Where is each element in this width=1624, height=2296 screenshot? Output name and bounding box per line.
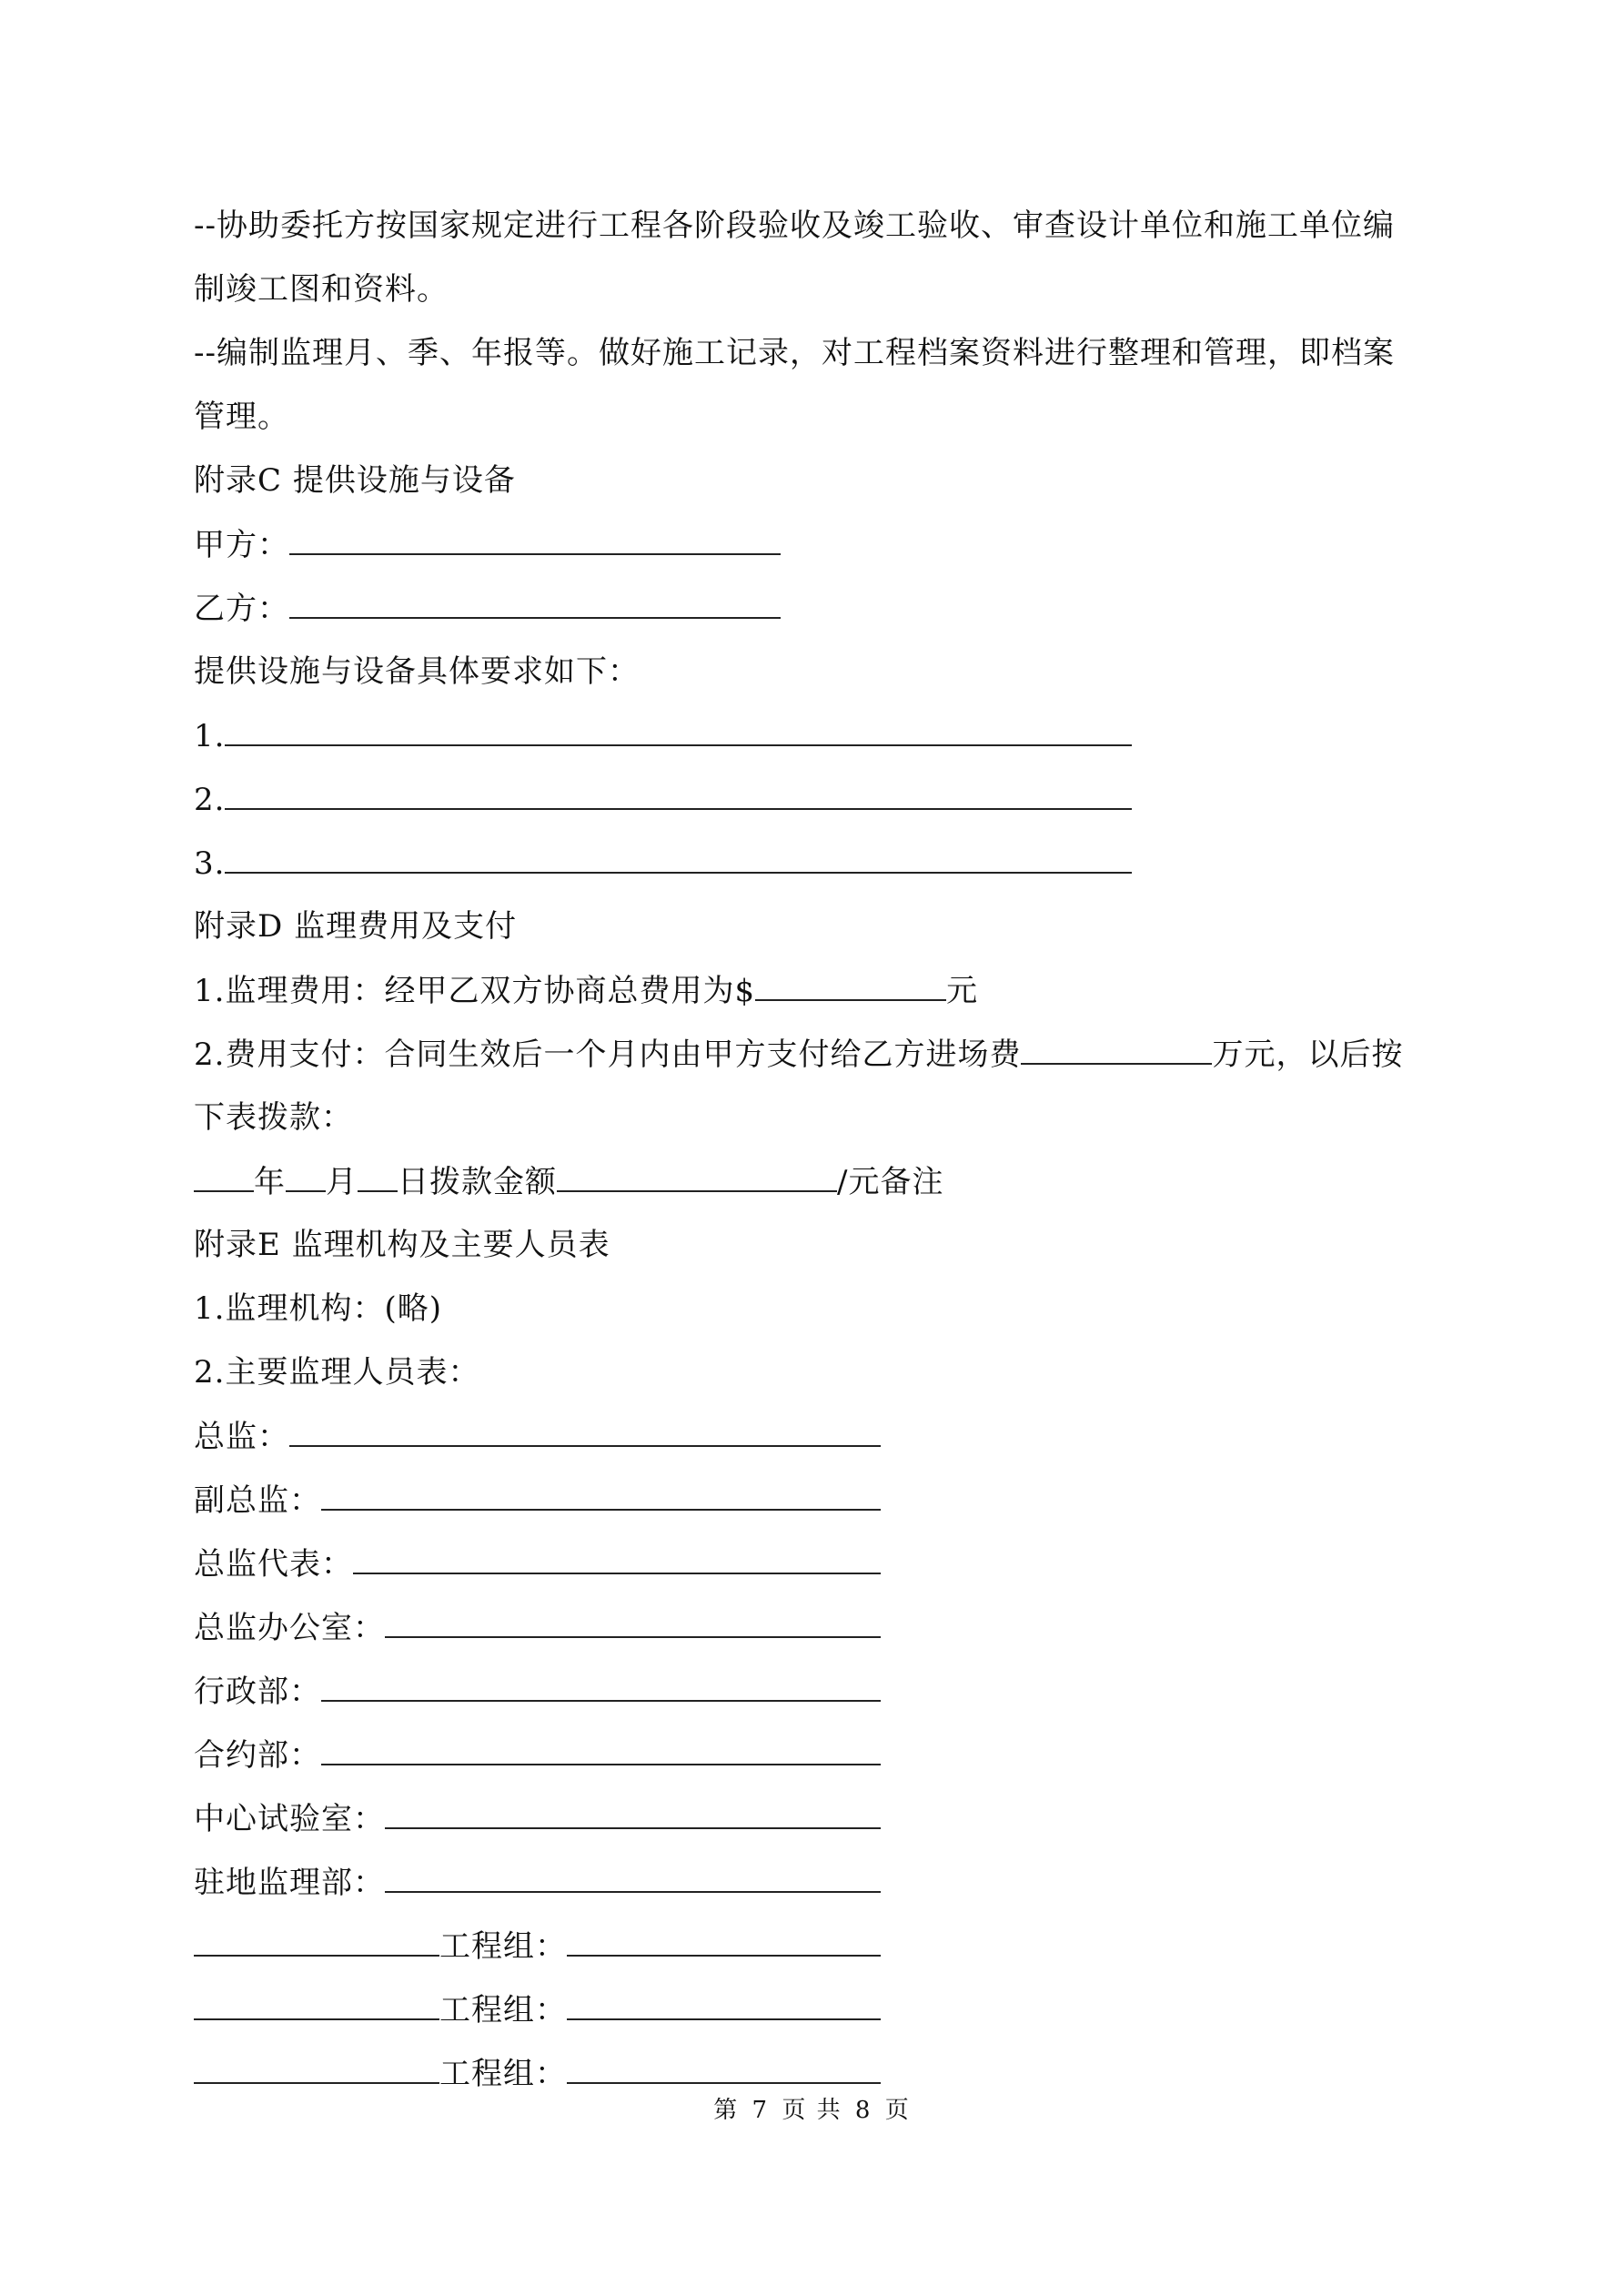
facility-blank (225, 843, 1132, 874)
group-name-blank (194, 2053, 439, 2084)
paragraph-line: 制竣工图和资料。 (194, 271, 449, 308)
deputy-chief-label: 副总监： (194, 1482, 321, 1519)
contract-dept-label: 合约部： (194, 1737, 321, 1774)
total-pages-number: 8 (854, 2097, 873, 2124)
fee-suffix: 元 (946, 973, 979, 1009)
party-b-label: 乙方： (194, 591, 289, 627)
admin-dept-blank (321, 1671, 881, 1702)
payment-row (194, 1034, 1403, 1074)
chief-rep-label: 总监代表： (194, 1546, 353, 1583)
paragraph-line: --编制监理月、季、年报等。做好施工记录，对工程档案资料进行整理和管理，即档案 (194, 335, 1395, 371)
year-blank (194, 1161, 254, 1192)
party-b-blank (289, 588, 781, 619)
central-lab-row (194, 1798, 881, 1838)
fee-row (194, 970, 978, 1010)
eng-group-label: 工程组： (439, 2056, 567, 2092)
staff-line: 2.主要监理人员表： (194, 1354, 480, 1391)
facility-item-row (194, 715, 1132, 755)
contract-dept-row (194, 1735, 881, 1775)
schedule-row (194, 1161, 943, 1201)
appendix-c-title: 附录C 提供设施与设备 (194, 462, 516, 499)
org-line: 1.监理机构：(略) (194, 1290, 442, 1327)
resident-dept-label: 驻地监理部： (194, 1865, 385, 1901)
eng-group-row (194, 2053, 881, 2093)
payment-blank (1021, 1034, 1212, 1065)
facility-blank (225, 715, 1132, 746)
chief-office-label: 总监办公室： (194, 1610, 385, 1646)
item-number: 2. (194, 782, 226, 818)
admin-dept-row (194, 1671, 881, 1711)
paragraph-line: 下表拨款： (194, 1099, 353, 1136)
deputy-chief-blank (321, 1480, 881, 1511)
contract-dept-blank (321, 1735, 881, 1765)
chief-office-row (194, 1607, 881, 1647)
party-a-blank (289, 524, 781, 555)
fee-blank (755, 970, 946, 1001)
amount-suffix: /元备注 (837, 1164, 944, 1200)
chief-row (194, 1416, 881, 1456)
deputy-chief-row (194, 1480, 881, 1520)
central-lab-blank (385, 1798, 881, 1829)
chief-label: 总监： (194, 1419, 289, 1455)
month-blank (286, 1161, 326, 1192)
eng-group-label: 工程组： (439, 1928, 567, 1965)
item-number: 1. (194, 718, 226, 754)
resident-dept-row (194, 1862, 881, 1902)
group-member-blank (567, 2053, 881, 2084)
footer-prefix: 第 (713, 2097, 740, 2124)
paragraph-line: 管理。 (194, 399, 289, 435)
footer-suffix: 页 (884, 2097, 911, 2124)
paragraph-line: --协助委托方按国家规定进行工程各阶段验收及竣工验收、审查设计单位和施工单位编 (194, 207, 1395, 244)
party-a-label: 甲方： (194, 527, 289, 563)
facility-item-row (194, 843, 1132, 883)
appendix-d-title: 附录D 监理费用及支付 (194, 908, 518, 945)
item-number: 3. (194, 845, 226, 882)
facility-item-row (194, 779, 1132, 819)
day-amount-label: 日拨款金额 (398, 1164, 557, 1200)
admin-dept-label: 行政部： (194, 1674, 321, 1710)
fee-prefix: 1.监理费用：经甲乙双方协商总费用为$ (194, 973, 756, 1009)
page-footer (0, 2095, 1624, 2126)
chief-blank (289, 1416, 881, 1447)
eng-group-row (194, 1989, 881, 2029)
facility-blank (225, 779, 1132, 810)
eng-group-row (194, 1926, 881, 1966)
amount-blank (557, 1161, 837, 1192)
payment-suffix: 万元，以后按 (1212, 1037, 1404, 1073)
payment-prefix: 2.费用支付：合同生效后一个月内由甲方支付给乙方进场费 (194, 1037, 1022, 1073)
group-name-blank (194, 1926, 439, 1957)
group-member-blank (567, 1926, 881, 1957)
month-label: 月 (326, 1164, 358, 1200)
party-a-row (194, 524, 781, 564)
central-lab-label: 中心试验室： (194, 1801, 385, 1837)
group-member-blank (567, 1989, 881, 2020)
appendix-e-title: 附录E 监理机构及主要人员表 (194, 1227, 610, 1263)
chief-office-blank (385, 1607, 881, 1638)
group-name-blank (194, 1989, 439, 2020)
day-blank (358, 1161, 398, 1192)
current-page-number: 7 (751, 2097, 770, 2124)
facilities-intro: 提供设施与设备具体要求如下： (194, 653, 640, 690)
chief-rep-row (194, 1543, 881, 1583)
party-b-row (194, 588, 781, 628)
chief-rep-blank (353, 1543, 881, 1574)
year-label: 年 (254, 1164, 286, 1200)
eng-group-label: 工程组： (439, 1992, 567, 2028)
resident-dept-blank (385, 1862, 881, 1893)
footer-mid: 页 共 (782, 2097, 842, 2124)
